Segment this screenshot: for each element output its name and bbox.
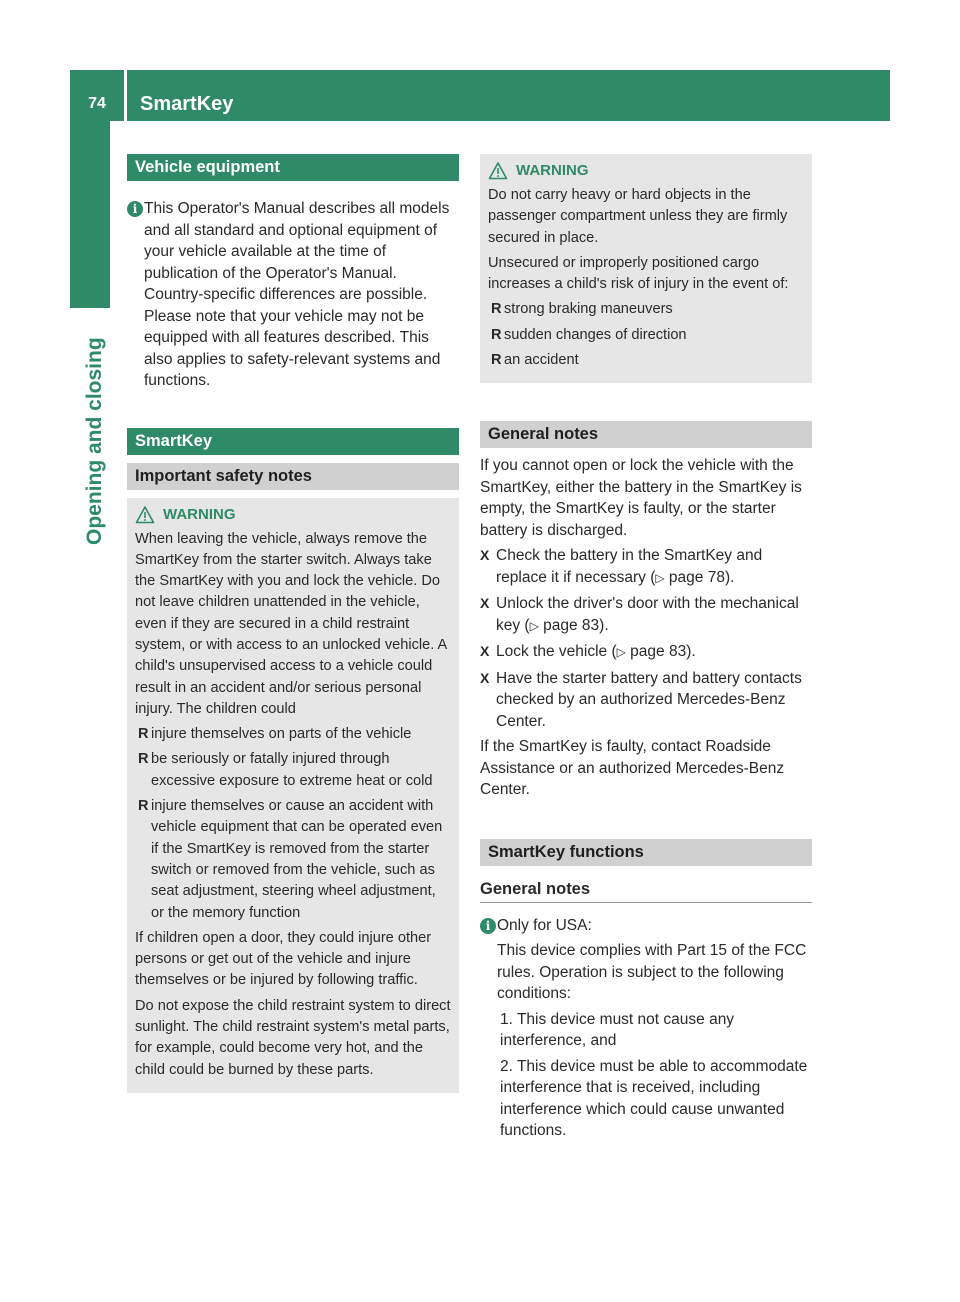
step-arrow-icon: X [480, 547, 490, 564]
warning-title: WARNING [488, 161, 804, 181]
step-arrow-icon: X [480, 669, 490, 686]
warning-paragraph: Do not carry heavy or hard objects in the passenger compartment unless they are firmly secured in place. [488, 187, 788, 246]
list-item: R injure themselves on parts of the vehicle [135, 724, 451, 745]
page-number: 74 [88, 95, 106, 112]
step-arrow-icon: X [480, 643, 490, 660]
header-divider [124, 70, 127, 121]
info-note-vehicle-equipment [127, 198, 459, 392]
list-item: R strong braking maneuvers [488, 299, 804, 320]
subsection-heading-safety: Important safety notes [127, 463, 459, 490]
list-item: X Unlock the driver's door with the mechanical key (▷ page 83). [480, 595, 799, 634]
instruction-steps [480, 545, 812, 732]
info-title: Only for USA: [497, 916, 592, 934]
warning-title: WARNING [135, 505, 451, 525]
list-item: R sudden changes of direction [488, 325, 804, 346]
page-ref-icon: ▷ [529, 618, 539, 633]
subsection-heading-smartkey-functions: SmartKey functions [480, 839, 812, 866]
warning-triangle-icon [135, 505, 155, 525]
bullet-icon: R [138, 798, 149, 815]
fcc-conditions [497, 1009, 812, 1142]
list-item: X Lock the vehicle (▷ page 83). [480, 641, 812, 664]
warning-bullet-list [488, 299, 804, 371]
section-heading-smartkey: SmartKey [127, 428, 459, 455]
info-note-fcc [480, 915, 812, 1142]
page-reference-link[interactable]: page 83). [630, 643, 696, 661]
list-item: 1. This device must not cause any interference, and [500, 1010, 735, 1050]
list-item: R an accident [488, 350, 804, 371]
info-icon: i [127, 201, 143, 217]
bullet-icon: R [138, 726, 149, 743]
warning-paragraph: Do not expose the child restraint system to direct sunlight. The child restraint system's metal parts, for example, could become very hot, and the child could be burned by these parts. [135, 997, 451, 1078]
list-item: 2. This device must be able to accommodate interference that is received, including interference which could cause unwanted functions. [500, 1057, 808, 1140]
page-ref-icon: ▷ [655, 570, 665, 585]
page-reference-link[interactable]: page 78). [668, 568, 735, 586]
list-item: X Have the starter battery and battery contacts checked by an authorized Mercedes-Benz Center. [480, 669, 802, 730]
chapter-label: Opening and closing [83, 337, 106, 545]
info-icon: i [480, 918, 496, 934]
warning-box-left [127, 498, 459, 1093]
bullet-icon: R [138, 751, 149, 768]
warning-paragraph: When leaving the vehicle, always remove the SmartKey from the starter switch. Always take the SmartKey with you and lock the vehicle. Do not leave children unattended in the vehicle, even if they are secured in a child restraint system, or with access to an unlocked vehicle. A child's unsupervised access to a vehicle could result in an accident and/or serious personal injury. The children could [135, 530, 447, 717]
warning-box-right [480, 154, 812, 383]
subheading-general-notes: General notes [480, 878, 812, 903]
warning-bullet-list [135, 724, 451, 924]
bullet-icon: R [491, 352, 502, 369]
list-item: R injure themselves or cause an accident with vehicle equipment that can be operated even if the SmartKey is removed from the starter switch or removed from the vehicle, such as seat adjustment, steering wheel adjustment, or the memory function [138, 798, 443, 921]
list-item: R be seriously or fatally injured through excessive exposure to extreme heat or cold [138, 751, 433, 789]
warning-paragraph: Unsecured or improperly positioned cargo increases a child's risk of injury in the event of: [488, 254, 789, 293]
subsection-heading-general-notes: General notes [480, 421, 812, 448]
warning-paragraph: If children open a door, they could injure other persons or get out of the vehicle and injure themselves or be injured by following traffic. [135, 929, 432, 989]
page-title: SmartKey [140, 93, 234, 115]
general-notes-intro: If you cannot open or lock the vehicle with the SmartKey, either the battery in the SmartKey is empty, the SmartKey is faulty, or the starter battery is discharged. [480, 457, 802, 539]
right-column [480, 154, 812, 1146]
page-ref-icon: ▷ [616, 645, 626, 660]
list-item: X Check the battery in the SmartKey and replace it if necessary (▷ page 78). [480, 547, 763, 586]
bullet-icon: R [491, 326, 502, 343]
step-arrow-icon: X [480, 595, 490, 612]
bullet-icon: R [491, 301, 502, 318]
info-text: This device complies with Part 15 of the FCC rules. Operation is subject to the following conditions: [497, 942, 807, 1003]
page-reference-link[interactable]: page 83). [543, 616, 609, 634]
left-column [127, 154, 459, 1093]
section-heading-vehicle-equipment: Vehicle equipment [127, 154, 459, 181]
info-text: This Operator's Manual describes all models and all standard and optional equipment of your vehicle available at the time of publication of the Operator's Manual. Country-specific differences are possible. Please note that your vehicle may not be equipped with all features described. This also applies to safety-relevant systems and functions. [144, 200, 450, 389]
general-notes-outro: If the SmartKey is faulty, contact Roadside Assistance or an authorized Mercedes-Benz Center. [480, 738, 785, 799]
warning-triangle-icon [488, 161, 508, 181]
chapter-tab [70, 121, 110, 308]
